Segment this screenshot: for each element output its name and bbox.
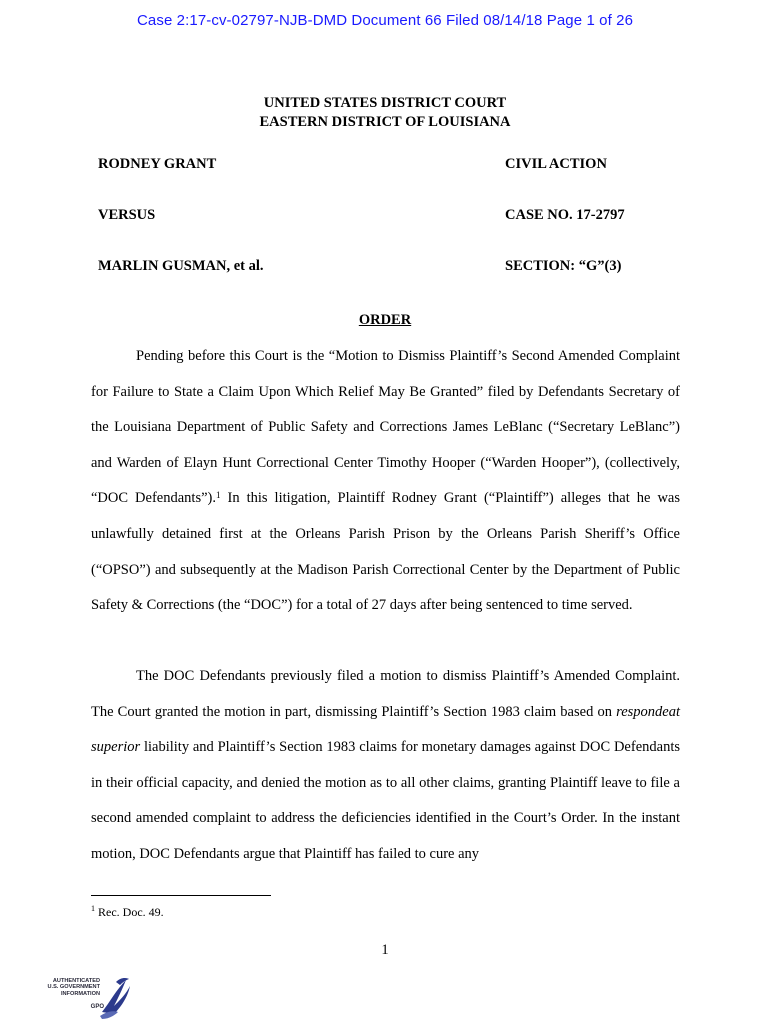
footnote-reference: 1: [215, 490, 221, 501]
caption-defendant: MARLIN GUSMAN, et al.: [98, 258, 264, 274]
footnote-number: 1: [91, 904, 95, 913]
footnote-text: Rec. Doc. 49.: [98, 905, 164, 919]
caption-plaintiff: RODNEY GRANT: [98, 156, 217, 172]
gpo-logo-line3: INFORMATION: [60, 990, 100, 997]
gpo-authenticated-logo: [30, 972, 140, 1022]
caption-versus: VERSUS: [98, 207, 156, 223]
paragraph-2-text-b: liability and Plaintiff’s Section 1983 claims for monetary damages against DOC Defendants in their official capacity, and denied the motion as to all other claims, granting Plaintiff leave to file a second amended complaint to address the deficiencies identified in the Court’s Order. In the instant motion, DOC Defendants argue that Plaintiff has failed to cure any: [91, 739, 680, 862]
order-title: ORDER: [358, 312, 412, 328]
caption-section: SECTION: “G”(3): [505, 258, 622, 274]
body-paragraph-2: [91, 659, 680, 873]
caption-case-number: CASE NO. 17-2797: [505, 207, 625, 223]
paragraph-1-text-a: Pending before this Court is the “Motion to Dismiss Plaintiff’s Second Amended Complaint for Failure to State a Claim Upon Which Relief May Be Granted” filed by Defendants Secretary of the Louisiana Department of Public Safety and Corrections James LeBlanc (“Secretary LeBlanc”) and Warden of Elayn Hunt Correctional Center Timothy Hooper (“Warden Hooper”), (collectively, “DOC Defendants”).: [91, 348, 680, 507]
footnote-divider: [91, 895, 271, 896]
court-name-line1: UNITED STATES DISTRICT COURT: [263, 95, 507, 111]
footnote: [91, 905, 164, 920]
court-filing-header-stamp: Case 2:17-cv-02797-NJB-DMD Document 66 Filed 08/14/18 Page 1 of 26: [136, 12, 634, 29]
paragraph-2-italic-term: respondeat superior: [91, 703, 680, 756]
court-name-line2: EASTERN DISTRICT OF LOUISIANA: [259, 114, 511, 130]
paragraph-2-text-a: The DOC Defendants previously filed a motion to dismiss Plaintiff’s Amended Complaint. The Court granted the motion in part, dismissing Plaintiff’s Section 1983 claim based on: [91, 668, 680, 720]
paragraph-1-text-b: In this litigation, Plaintiff Rodney Grant (“Plaintiff”) alleges that he was unlawfully detained first at the Orleans Parish Prison by the Orleans Parish Sheriff’s Office (“OPSO”) and subsequently at the Madison Parish Correctional Center by the Department of Public Safety & Corrections (the “DOC”) for a total of 27 days after being sentenced to time served.: [91, 490, 681, 614]
body-paragraph-1: [91, 339, 680, 624]
caption-action-type: CIVIL ACTION: [505, 156, 607, 172]
gpo-logo-line4: GPO: [90, 1004, 104, 1010]
gpo-logo-line1: AUTHENTICATED: [52, 978, 100, 984]
gpo-logo-line2: U.S. GOVERNMENT: [47, 984, 100, 991]
page-number: 1: [381, 942, 389, 958]
